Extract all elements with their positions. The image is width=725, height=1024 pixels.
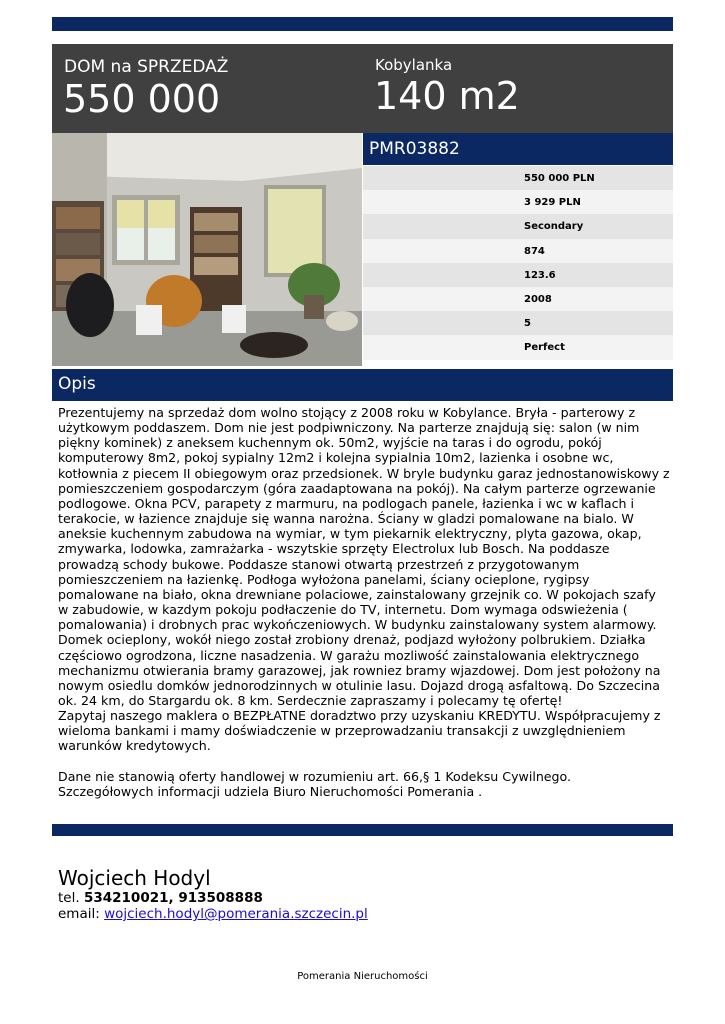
reference-bar: [363, 133, 673, 165]
description-text: Prezentujemy na sprzedaż dom wolno stojący z 2008 roku w Kobylance. Bryła - parterowy z użytkowym poddaszem. Dom nie jest podpiwniczony. Na parterze znajdują się: salon (w nim piękny kominek) z aneksem kuchennym ok. 50m2, wyjście na taras i do ogrodu, pokój komputerowy 8m2, pokoj sypialny 12m2 i kolejna sypialnia 10m2, lazienka i osobne wc, kotłownia z piecem II obiegowym oraz przedsionek. W bryle budynku garaz jednostanowiskowy z pomieszczeniem gospodarczym (góra zaadaptowana na pokój). Na całym parterze ogrzewanie podlogowe. Okna PCV, parapety z marmuru, na podlogach panele, łazienka i wc w kaflach i terakocie, w łazience znajduje się wanna narożna. Ściany w gladzi pomalowane na bialo. W aneksie kuchennym zabudowa na wymiar, w tym piekarnik elektryczny, plyta gazowa, okap, zmywarka, lodowka, zamrażarka - wszytskie sprzęty Electrolux lub Bosch. Na poddasze prowadzą schody bukowe. Poddasze stanowi otwartą przestrzeń z przygotowanym pomieszczeniem na łazienkę. Podłoga wyłożona panelami, ściany ocieplone, rygipsy pomalowane na biało, okna drewniane polaciowe, zainstalowany grzejnik co. W pokojach szafy w zabudowie, w kazdym pokoju podłaczenie do TV, internetu. Dom wymaga odswieżenia ( pomalowania) i drobnych prac wykończeniowych. W budynku zainstalowany system alarmowy. Domek ocieplony, wokół niego został zrobiony drenaż, podjazd wyłożony polbrukiem. Działka częściowo ogrodzona, liczne nasadzenia. W garażu mozliwość zainstalowania elektrycznego mechanizmu otwierania bramy garazowej, jak rowniez bramy wjazdowej. Dom jest położony na nowym osiedlu domków jednorodzinnych w otulinie lasu. Dojazd drogą asfaltową. Do Szczecina ok. 24 km, do Stargardu ok. 8 km. Serdecznie zapraszamy i polecamy tę ofertę! Zapytaj naszego maklera o BEZPŁATNE doradztwo przy uzyskaniu KREDYTU. Współpracujemy z wieloma bankami i mamy doświadczenie w przeprowadzaniu transakcji z uwzględnieniem warunków kredytowych. Dane nie stanowią oferty handlowej w rozumieniu art. 66,§ 1 Kodeksu Cywilnego. Szczegółowych informacji udziela Biuro Nieruchomości Pomerania .: [58, 405, 670, 799]
email-label: email:: [58, 906, 100, 922]
agent-email: [58, 906, 368, 922]
top-bar: [52, 17, 673, 31]
phone-numbers: 534210021, 913508888: [83, 890, 263, 906]
attribute-row: [363, 166, 673, 190]
attribute-value: 3 929 PLN: [524, 197, 581, 209]
attribute-row: [363, 335, 673, 359]
phone-label: tel.: [58, 890, 80, 906]
agent-name: Wojciech Hodyl: [58, 866, 211, 890]
attribute-value: 874: [524, 245, 545, 257]
listing-header: [52, 44, 673, 133]
attribute-row: [363, 311, 673, 335]
attribute-row: [363, 190, 673, 214]
attributes-table: [363, 166, 673, 360]
attribute-value: 5: [524, 318, 531, 330]
property-photo: [52, 133, 362, 366]
property-price: 550 000: [63, 77, 221, 121]
property-area: 140 m2: [374, 74, 520, 118]
attribute-row: [363, 263, 673, 287]
attribute-value: Perfect: [524, 342, 565, 354]
footer-text: Pomerania Nieruchomości: [297, 971, 428, 982]
description-heading: Opis: [58, 374, 96, 394]
email-link[interactable]: wojciech.hodyl@pomerania.szczecin.pl: [104, 906, 368, 922]
reference-number: PMR03882: [369, 139, 460, 159]
attribute-value: Secondary: [524, 221, 584, 233]
bottom-bar: [52, 824, 673, 836]
attribute-value: 550 000 PLN: [524, 173, 595, 184]
attribute-row: [363, 214, 673, 238]
agent-phone: [58, 890, 263, 906]
attribute-value: 2008: [524, 293, 552, 305]
attribute-value: 123.6: [524, 269, 556, 281]
property-type: DOM na SPRZEDAŻ: [64, 57, 229, 77]
property-location: Kobylanka: [375, 56, 453, 74]
description-header: [52, 369, 673, 401]
attribute-row: [363, 239, 673, 263]
attribute-row: [363, 287, 673, 311]
living-room-photo: [52, 133, 362, 366]
